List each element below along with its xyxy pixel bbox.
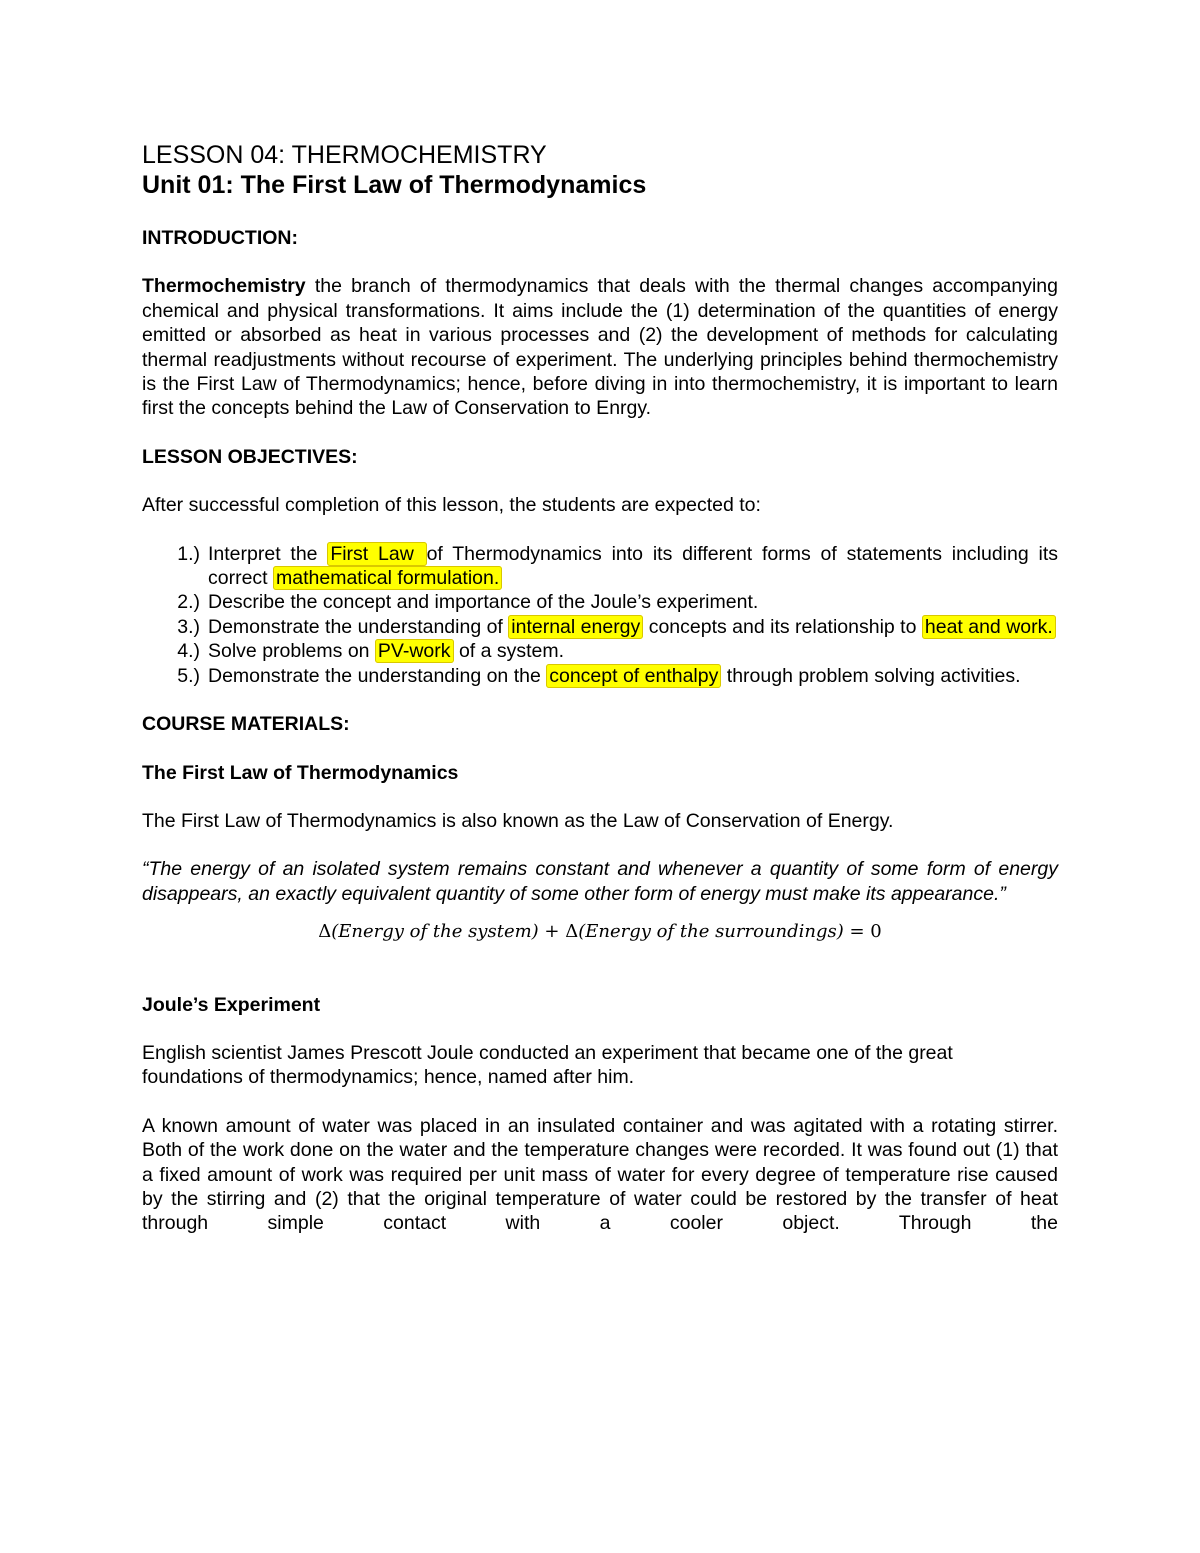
equation-plus: + bbox=[538, 921, 566, 943]
objective-text-part: Demonstrate the understanding on the bbox=[208, 664, 547, 687]
joule-paragraph-2: A known amount of water was placed in an insulated container and was agitated with a rotating stirrer. Both of the work done on the water and the temperature changes were recorded. It was found out (1) that a fixed amount of work was required per unit mass of water for every degree of temperature rise caused by the stirring and (2) that the original temperature of water could be restored by the transfer of heat through simple contact with a cooler object. Through the bbox=[142, 1114, 1058, 1235]
delta-symbol: Δ bbox=[565, 921, 579, 943]
equation-equals: = 0 bbox=[843, 921, 882, 943]
objective-highlight: First Law bbox=[327, 542, 426, 566]
objective-text-part: of Thermodynamics into its different forms of statements including its correct bbox=[208, 542, 1058, 590]
objective-text-part: concepts and its relationship to bbox=[643, 615, 922, 638]
objective-item bbox=[142, 615, 1058, 639]
objectives-heading: LESSON OBJECTIVES: bbox=[142, 445, 358, 468]
objective-highlight: concept of enthalpy bbox=[546, 664, 721, 688]
objective-item bbox=[142, 639, 1058, 663]
objective-number: 3.) bbox=[177, 615, 200, 638]
equation-term-system: (Energy of the system) bbox=[331, 921, 539, 943]
conservation-equation bbox=[142, 920, 1058, 944]
objective-highlight: mathematical formulation. bbox=[273, 566, 502, 590]
course-materials-heading: COURSE MATERIALS: bbox=[142, 713, 350, 736]
delta-symbol: Δ bbox=[318, 921, 332, 943]
objective-text: Describe the concept and importance of the Joule’s experiment. bbox=[208, 591, 759, 614]
introduction-heading: INTRODUCTION: bbox=[142, 227, 298, 249]
objective-number: 2.) bbox=[177, 591, 200, 614]
introduction-text: the branch of thermodynamics that deals with the thermal changes accompanying chemical and physical transformations. It aims include the (1) determination of the quantities of energy emitted or absorbed as heat in various processes and (2) the development of methods for calculating thermal readjustments without recourse of experiment. The underlying principles behind thermochemistry is the First Law of Thermodynamics; hence, before diving in into thermochemistry, it is important to learn first the concepts behind the Law of Conservation to Enrgy. bbox=[142, 275, 1058, 420]
document-page bbox=[142, 140, 1058, 1236]
objective-item bbox=[142, 542, 1058, 591]
objective-text-part: through problem solving activities. bbox=[721, 664, 1021, 687]
objectives-list bbox=[142, 542, 1058, 688]
objective-text-part: of a system. bbox=[453, 640, 565, 663]
objective-highlight: PV-work bbox=[375, 639, 454, 663]
objective-text bbox=[208, 664, 1058, 688]
introduction-term: Thermochemistry bbox=[142, 275, 306, 298]
unit-title: Unit 01: The First Law of Thermodynamics bbox=[142, 171, 647, 199]
objective-number: 4.) bbox=[177, 640, 200, 663]
joule-heading: Joule’s Experiment bbox=[142, 993, 321, 1016]
objective-text bbox=[208, 615, 1058, 639]
objective-item bbox=[142, 664, 1058, 688]
objective-highlight: internal energy bbox=[508, 615, 643, 639]
objectives-intro: After successful completion of this lesson, the students are expected to: bbox=[142, 494, 761, 517]
lesson-title: LESSON 04: THERMOCHEMISTRY bbox=[142, 141, 547, 169]
objective-text-part: Solve problems on bbox=[208, 640, 375, 663]
objective-number: 5.) bbox=[177, 664, 200, 687]
objective-text-part: Demonstrate the understanding of bbox=[208, 615, 509, 638]
objective-text bbox=[208, 639, 1058, 663]
equation-term-surroundings: (Energy of the surroundings) bbox=[578, 921, 844, 943]
first-law-heading: The First Law of Thermodynamics bbox=[142, 761, 459, 784]
objective-number: 1.) bbox=[177, 542, 200, 565]
introduction-paragraph bbox=[142, 274, 1058, 420]
objective-highlight: heat and work. bbox=[922, 615, 1056, 639]
objective-text-part: Interpret the bbox=[208, 542, 328, 565]
first-law-quote: “The energy of an isolated system remains constant and whenever a quantity of some form of energy disappears, an exactly equivalent quantity of some other form of energy must make its appearance.” bbox=[142, 858, 1058, 905]
objective-text bbox=[208, 542, 1058, 591]
joule-paragraph-1: English scientist James Prescott Joule conducted an experiment that became one of the great foundations of thermodynamics; hence, named after him. bbox=[142, 1041, 953, 1089]
objective-item bbox=[142, 590, 1058, 614]
first-law-text: The First Law of Thermodynamics is also known as the Law of Conservation of Energy. bbox=[142, 809, 894, 832]
